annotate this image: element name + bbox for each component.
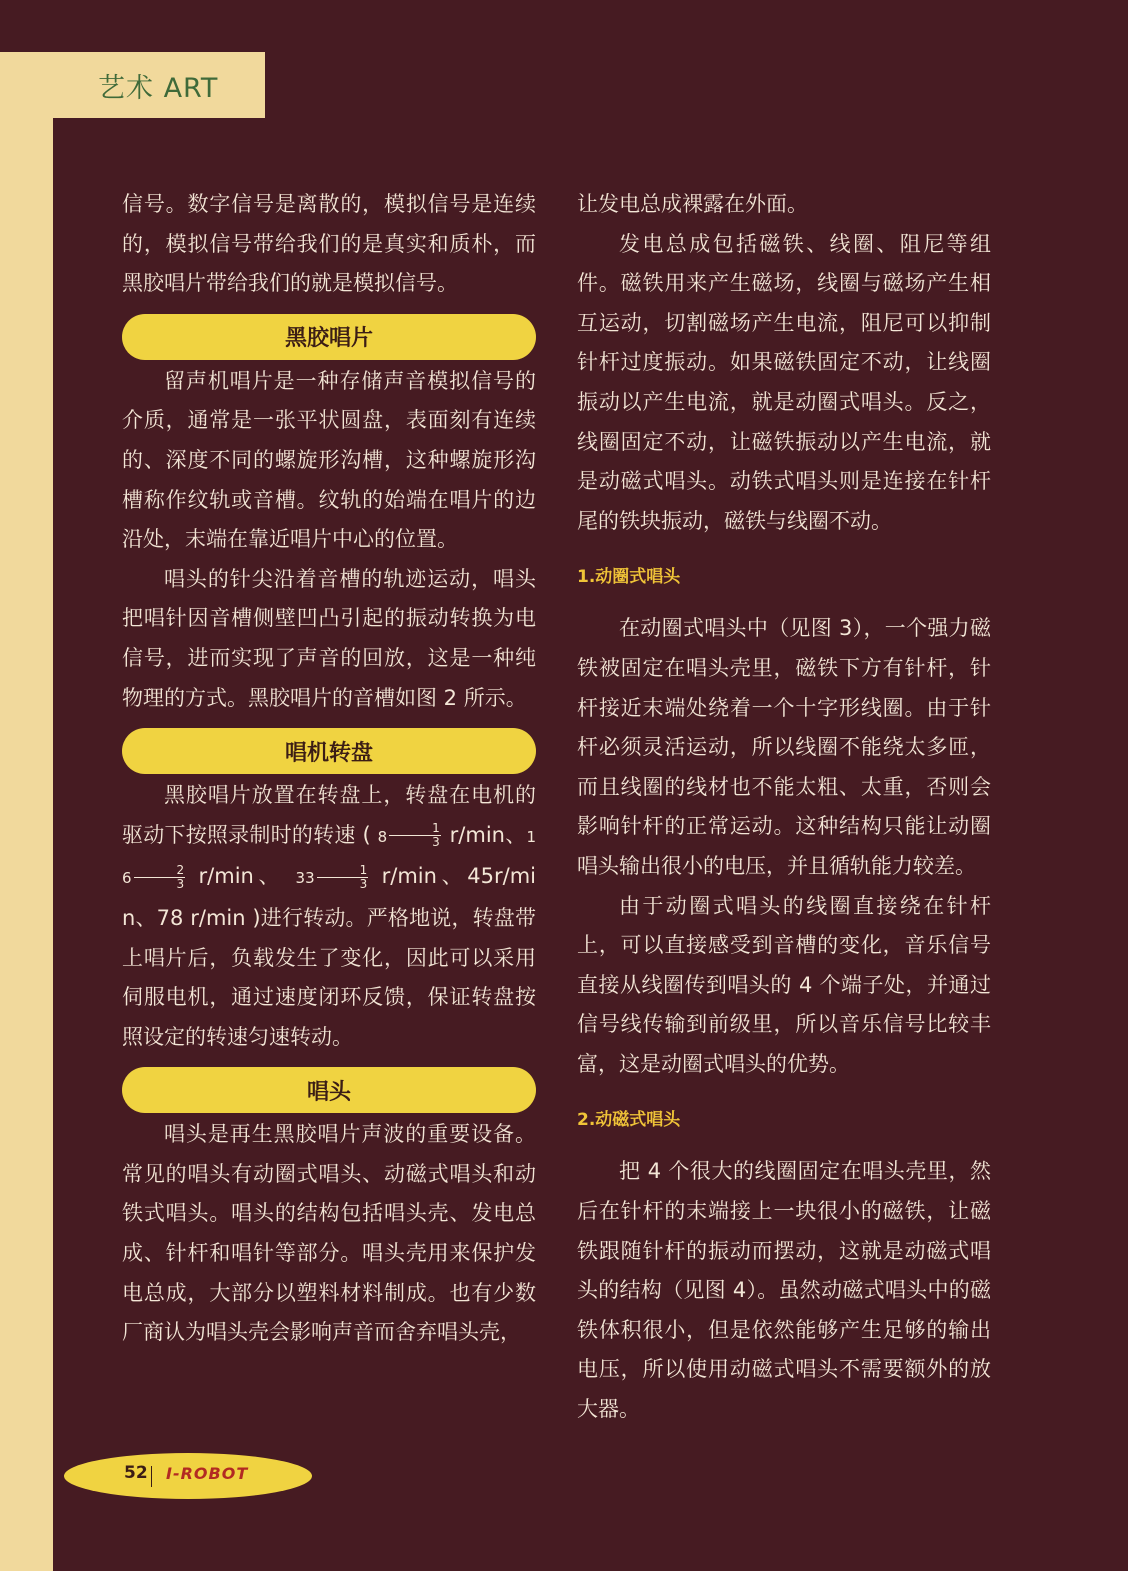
moving-coil-heading: 1.动圈式唱头 <box>577 567 681 588</box>
generator-paragraph: 发电总成包括磁铁、线圈、阻尼等组件。磁铁用来产生磁场，线圈与磁场产生相互运动，切割磁场产生电流，阻尼可以抑制针杆过度振动。如果磁铁固定不动，让线圈振动以产生电流，就是动圈式唱头。反之，线圈固定不动，让磁铁振动以产生电流，就是动磁式唱头。动铁式唱头则是连接在针杆尾的铁块振动，磁铁与线圈不动。 <box>577 231 991 533</box>
vinyl-paragraph-2: 唱头的针尖沿着音槽的轨迹运动，唱头把唱针因音槽侧壁凹凸引起的振动转换为电信号，进而实现了声音的回放，这是一种纯物理的方式。黑胶唱片的音槽如图 2 所示。 <box>122 566 536 710</box>
speed-2-fraction <box>134 864 186 891</box>
footer-divider <box>151 1466 152 1487</box>
speed-2-integer: 16 <box>122 827 536 888</box>
speed-1-fraction <box>389 822 441 849</box>
moving-coil-paragraph-2: 由于动圈式唱头的线圈直接绕在针杆上，可以直接感受到音槽的变化，音乐信号直接从线圈传到唱头的 4 个端子处，并通过信号线传输到前级里，所以音乐信号比较丰富，这是动圈式唱头的优势。 <box>577 893 991 1076</box>
speed-3-numerator: 1 <box>317 864 369 878</box>
cartridge-paragraph-1: 唱头是再生黑胶唱片声波的重要设备。常见的唱头有动圈式唱头、动磁式唱头和动铁式唱头。唱头的结构包括唱头壳、发电总成、针杆和唱针等部分。唱头壳用来保护发电总成，大部分以塑料材料制成。也有少数厂商认为唱头壳会影响声音而舍弃唱头壳， <box>122 1122 536 1345</box>
speed-1-numerator: 1 <box>389 822 441 836</box>
speed-3-integer: 33 <box>295 869 315 888</box>
moving-magnet-paragraph: 把 4 个很大的线圈固定在唱头壳里，然后在针杆的末端接上一块很小的磁铁，让磁铁跟随针杆的振动而摆动，这就是动磁式唱头的结构（见图 4）。虽然动磁式唱头中的磁铁体积很小，但是依然能够产生足够的输出电压，所以使用动磁式唱头不需要额外的放大器。 <box>577 1159 991 1422</box>
turntable-paragraph <box>122 776 536 1057</box>
page-number: 52 <box>124 1463 148 1483</box>
vinyl-paragraph-1: 留声机唱片是一种存储声音模拟信号的介质，通常是一张平状圆盘，表面刻有连续的、深度不同的螺旋形沟槽，这种螺旋形沟槽称作纹轨或音槽。纹轨的始端在唱片的边沿处，末端在靠近唱片中心的位置。 <box>122 368 536 552</box>
cartridge-heading: 唱头 <box>122 1067 536 1113</box>
speed-1-integer: 8 <box>377 827 388 846</box>
turntable-heading: 唱机转盘 <box>122 728 536 774</box>
right-column <box>577 185 991 1430</box>
speed-1-denominator: 3 <box>432 835 440 850</box>
speed-2-denominator: 3 <box>176 876 185 891</box>
continuation-paragraph: 让发电总成裸露在外面。 <box>577 192 808 216</box>
side-strip <box>0 52 53 1571</box>
speed-3-denominator: 3 <box>359 876 368 891</box>
brand-logo: I-ROBOT <box>166 1464 249 1483</box>
moving-coil-paragraph-1: 在动圈式唱头中（见图 3），一个强力磁铁被固定在唱头壳里，磁铁下方有针杆，针杆接近末端处绕着一个十字形线圈。由于针杆必须灵活运动，所以线圈不能绕太多匝，而且线圈的线材也不能太粗、太重，否则会影响针杆的正常运动。这种结构只能让动圈唱头输出很小的电压，并且循轨能力较差。 <box>577 616 991 878</box>
speed-unit-b: r/min、 <box>187 864 296 889</box>
speed-3-fraction <box>317 864 369 891</box>
speed-2-numerator: 2 <box>134 864 186 878</box>
section-label: 艺术 ART <box>98 72 219 104</box>
vinyl-heading: 黑胶唱片 <box>122 314 536 360</box>
moving-magnet-heading: 2.动磁式唱头 <box>577 1110 681 1131</box>
left-column <box>122 185 536 1353</box>
section-tab <box>0 52 265 118</box>
intro-paragraph: 信号。数字信号是离散的，模拟信号是连续的，模拟信号带给我们的是真实和质朴，而黑胶唱片带给我们的就是模拟信号。 <box>122 192 536 296</box>
turntable-lead: 黑胶唱片放置在转盘上，转盘在电机的驱动下按照录制时的转速 ( <box>122 783 536 847</box>
speed-unit-a: r/min、 <box>442 822 527 847</box>
turntable-tail: r/min、45r/min、78 r/min )进行转动。严格地说，转盘带上唱片后，负载发生了变化，因此可以采用伺服电机，通过速度闭环反馈，保证转盘按照设定的转速匀速转动。 <box>122 864 536 1049</box>
